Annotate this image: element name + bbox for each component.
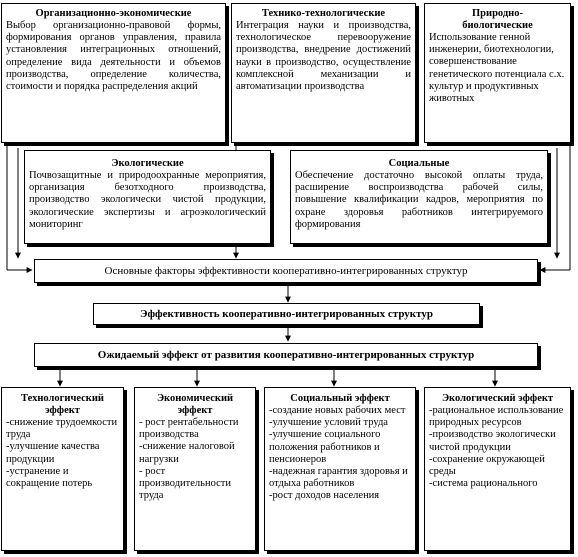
social-effect-box <box>264 387 416 551</box>
social-effect-title: Социальный эффект <box>290 393 390 404</box>
list-item: -рост доходов населения <box>269 490 380 502</box>
list-item: - рост производительности труда <box>139 465 231 502</box>
list-item: -снижение налоговой нагрузки <box>139 441 235 465</box>
econ-effect-items <box>135 417 255 502</box>
social-title: Социальные <box>388 158 450 169</box>
list-item: -создание новых рабочих мест <box>269 405 406 416</box>
bio-title: Природно-биологические <box>462 8 533 31</box>
tech-title: Технико-технологические <box>261 8 386 19</box>
eco-effect-items <box>425 405 570 490</box>
org-econ-title: Организационно-экономические <box>35 8 192 19</box>
list-item: - рост рентабельности производства <box>139 417 239 441</box>
social-text: Обеспечение достаточно высокой оплаты труда, расширение воспроизводства рабочей силы, повышение квалификации кадров, мероприятия по охране здоровья работников интегрируемого формирования <box>295 170 543 230</box>
list-item: -рациональное использование природных ресурсов <box>429 405 564 429</box>
eco-text: Почвозащитные и природоохранные мероприятия, организация безотходного производства, производство экологически чистой продукции, экологические экспертизы и агроэкологический мониторинг <box>29 170 266 230</box>
econ-effect-box <box>134 387 256 551</box>
list-item: -надежная гарантия здоровья и отдыха работников <box>269 466 408 490</box>
expected-effect-bar <box>34 343 538 367</box>
eco-factors-box <box>24 150 271 244</box>
list-item: -улучшение условий труда <box>269 417 388 429</box>
list-item: -устранение и сокращение потерь <box>6 465 93 490</box>
tech-text: Интеграция науки и производства, технологическое перевооружение производства, внедрение достижений науки в производство, осуществление комплексной механизации и автоматизации производства <box>236 20 411 93</box>
list-item: -сохранение окружающей среды <box>429 453 545 478</box>
tech-factors-box <box>231 3 416 143</box>
econ-effect-title: Экономический эффект <box>156 393 234 416</box>
main-factors-label: Основные факторы эффективности кооперативно-интегрированных структур <box>104 265 468 277</box>
efficiency-label: Эффективность кооперативно-интегрированных структур <box>139 308 434 320</box>
efficiency-bar <box>93 303 480 325</box>
eco-title: Экологические <box>111 158 184 169</box>
bio-factors-box <box>424 3 571 143</box>
expected-effect-label: Ожидаемый эффект от развития кооперативно-интегрированных структур <box>97 349 475 361</box>
list-item: -система рационального <box>429 478 538 490</box>
tech-effect-items <box>2 417 123 490</box>
list-item: -улучшение социального положения работников и пенсионеров <box>269 429 381 465</box>
tech-effect-title: Технологический эффект <box>21 393 104 416</box>
org-econ-factors-box <box>1 3 226 143</box>
list-item: -улучшение качества продукции <box>6 441 100 465</box>
org-econ-text: Выбор организационно-правовой формы, формирования органов управления, правила установления интеграционных отношений, определение вида деятельности и объемов производства, определение количества, стоимости и порядка распределения акций <box>6 20 221 93</box>
list-item: -снижение трудоемкости труда <box>6 417 118 441</box>
eco-effect-title: Экологический эффект <box>441 393 554 404</box>
tech-effect-box <box>1 387 124 551</box>
list-item: -производство экологически чистой продукции <box>429 429 556 453</box>
bio-text: Использование генной инженерии, биотехнологии, совершенствование генетического потенциала с.х. культур и продуктивных животных <box>429 32 565 105</box>
social-effect-items <box>265 405 415 503</box>
eco-effect-box <box>424 387 571 551</box>
main-factors-bar <box>34 259 538 283</box>
social-factors-box <box>290 150 548 244</box>
